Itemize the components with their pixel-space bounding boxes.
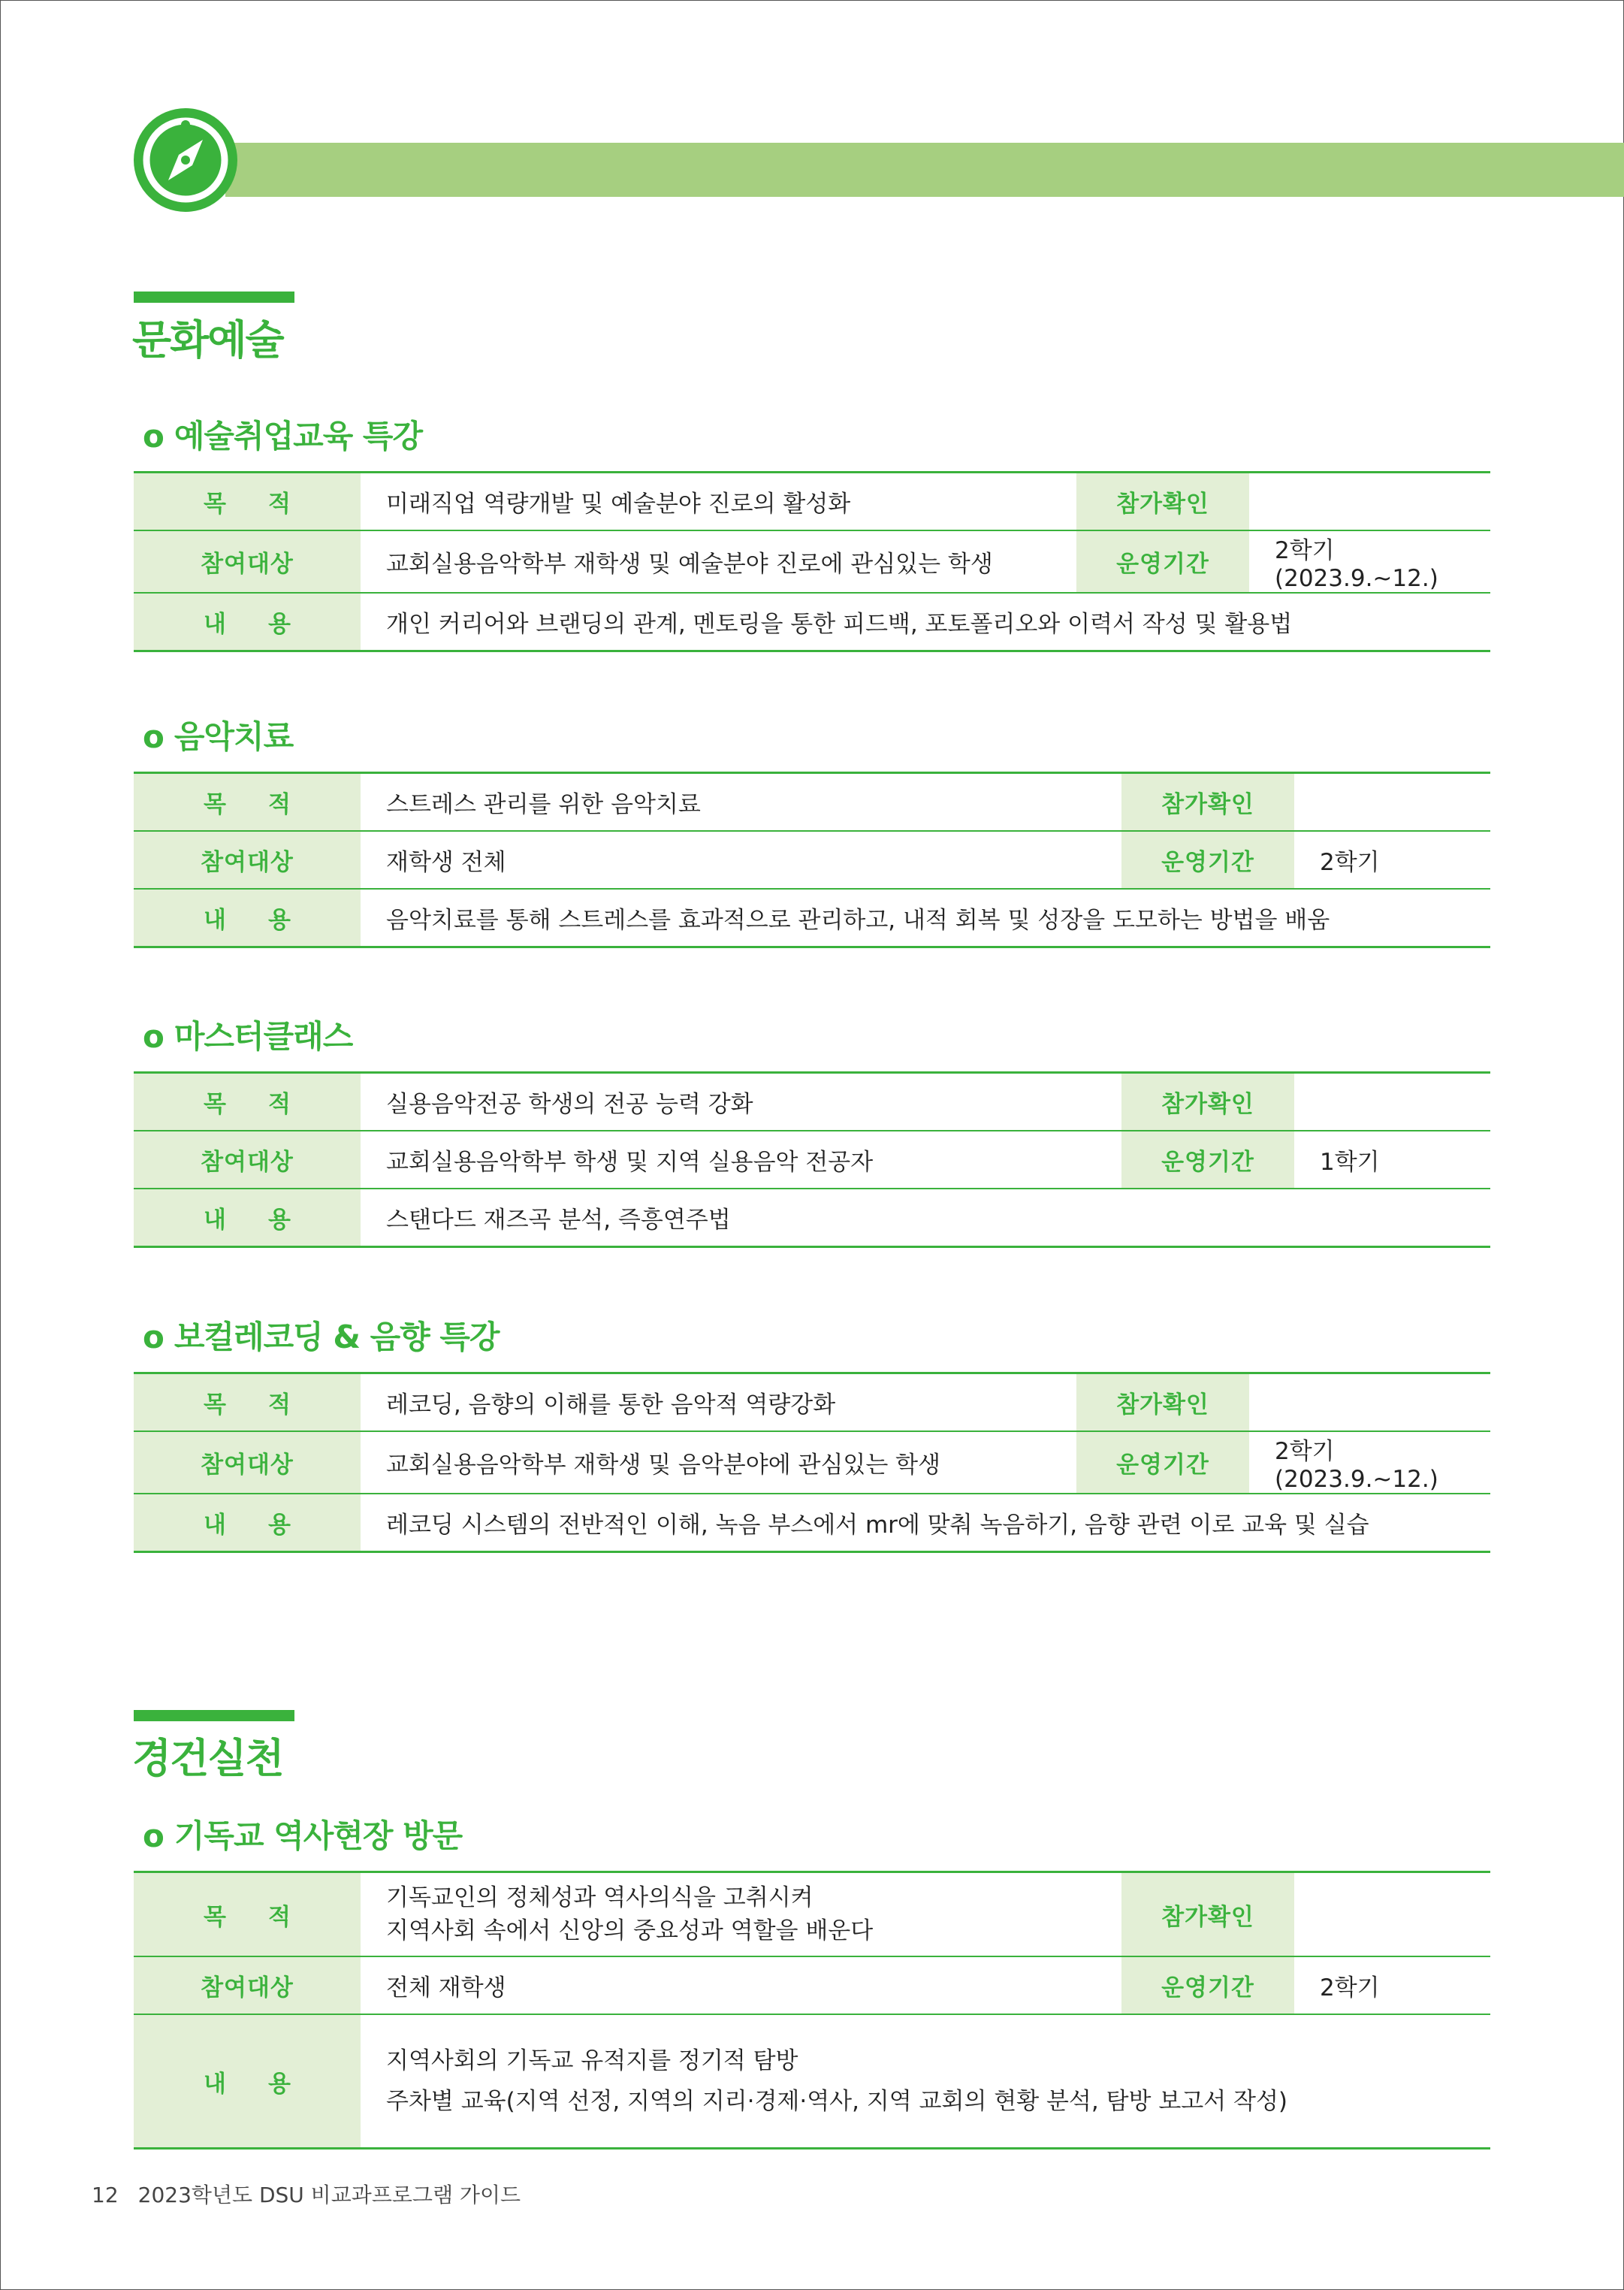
table-row <box>134 1494 1490 1552</box>
footer-text: 2023학년도 DSU 비교과프로그램 가이드 <box>137 2183 521 2207</box>
table-row <box>134 889 1490 947</box>
bullet: o <box>143 1018 164 1055</box>
label-period: 운영기간 <box>1121 1131 1294 1189</box>
content-value <box>361 2014 1490 2149</box>
label-target: 참여대상 <box>134 1131 361 1189</box>
content-value: 레코딩 시스템의 전반적인 이해, 녹음 부스에서 mr에 맞춰 녹음하기, 음향 관련 이로 교육 및 실습 <box>386 1512 1369 1539</box>
table-row <box>134 1189 1490 1247</box>
label-period: 운영기간 <box>1076 530 1249 593</box>
label-purpose: 목적 <box>134 1373 361 1432</box>
period-value: 2학기 <box>1294 1956 1490 2014</box>
label-period: 운영기간 <box>1121 1956 1294 2014</box>
label-content: 내용 <box>134 593 361 651</box>
program-name: 기독교 역사현장 방문 <box>174 1817 463 1854</box>
content-value: 음악치료를 통해 스트레스를 효과적으로 관리하고, 내적 회복 및 성장을 도모하는 방법을 배움 <box>386 907 1330 934</box>
label-participation-check: 참가확인 <box>1076 473 1249 531</box>
target-value: 재학생 전체 <box>361 831 1121 889</box>
participation-check-value <box>1249 473 1490 531</box>
label-participation-check: 참가확인 <box>1121 1872 1294 1957</box>
table-row <box>134 1431 1490 1494</box>
label-purpose: 목적 <box>134 1872 361 1957</box>
label-content: 내용 <box>134 2014 361 2149</box>
purpose-line: 지역사회 속에서 신앙의 중요성과 역할을 배운다 <box>386 1917 874 1944</box>
label-target: 참여대상 <box>134 1431 361 1494</box>
table-row <box>134 831 1490 889</box>
program-table <box>134 1372 1490 1553</box>
content-value: 스탠다드 재즈곡 분석, 즉흥연주법 <box>386 1207 731 1234</box>
content-value: 개인 커리어와 브랜딩의 관계, 멘토링을 통한 피드백, 포토폴리오와 이력서 작성 및 활용법 <box>386 611 1293 638</box>
bullet: o <box>143 1319 164 1355</box>
header-bar <box>225 143 1624 197</box>
program-title <box>143 412 422 457</box>
program-name: 음악치료 <box>174 718 294 755</box>
program-title <box>143 712 293 757</box>
table-row <box>134 593 1490 651</box>
section-title-bar <box>134 1710 294 1721</box>
bullet: o <box>143 418 164 455</box>
program-table <box>134 471 1490 652</box>
section-title: 문화예술 <box>132 316 283 364</box>
target-value: 교회실용음악학부 재학생 및 음악분야에 관심있는 학생 <box>361 1431 1076 1494</box>
period-value: 2학기 <box>1294 831 1490 889</box>
table-row <box>134 473 1490 531</box>
program-table <box>134 1871 1490 2150</box>
table-row <box>134 773 1490 832</box>
content-line: 지역사회의 기독교 유적지를 정기적 탐방 <box>386 2047 798 2074</box>
section-title-bar <box>134 292 294 303</box>
compass-icon <box>134 108 237 212</box>
program-table <box>134 772 1490 948</box>
bullet: o <box>143 1817 164 1854</box>
period-value: 2학기(2023.9.~12.) <box>1249 1431 1490 1494</box>
purpose-value: 스트레스 관리를 위한 음악치료 <box>361 773 1121 832</box>
section-title: 경건실천 <box>132 1735 283 1782</box>
page-number: 12 <box>92 2183 119 2207</box>
target-value: 교회실용음악학부 학생 및 지역 실용음악 전공자 <box>361 1131 1121 1189</box>
participation-check-value <box>1294 1073 1490 1131</box>
purpose-value: 레코딩, 음향의 이해를 통한 음악적 역량강화 <box>361 1373 1076 1432</box>
table-row <box>134 2014 1490 2149</box>
label-content: 내용 <box>134 1494 361 1552</box>
purpose-value <box>361 1872 1121 1957</box>
content-line: 주차별 교육(지역 선정, 지역의 지리·경제·역사, 지역 교회의 현황 분석, 탐방 보고서 작성) <box>386 2088 1288 2115</box>
purpose-value: 실용음악전공 학생의 전공 능력 강화 <box>361 1073 1121 1131</box>
program-name: 마스터클래스 <box>174 1018 353 1055</box>
participation-check-value <box>1294 1872 1490 1957</box>
target-value: 전체 재학생 <box>361 1956 1121 2014</box>
table-row <box>134 1872 1490 1957</box>
label-purpose: 목적 <box>134 773 361 832</box>
program-title <box>143 1313 500 1358</box>
program-title <box>143 1811 462 1856</box>
label-content: 내용 <box>134 889 361 947</box>
program-title <box>143 1012 352 1057</box>
period-value: 2학기(2023.9.~12.) <box>1249 530 1490 593</box>
label-target: 참여대상 <box>134 530 361 593</box>
table-row <box>134 1073 1490 1131</box>
label-period: 운영기간 <box>1076 1431 1249 1494</box>
program-name: 보컬레코딩 & 음향 특강 <box>174 1319 500 1355</box>
label-purpose: 목적 <box>134 473 361 531</box>
label-purpose: 목적 <box>134 1073 361 1131</box>
label-participation-check: 참가확인 <box>1121 1073 1294 1131</box>
table-row <box>134 530 1490 593</box>
bullet: o <box>143 718 164 755</box>
target-value: 교회실용음악학부 재학생 및 예술분야 진로에 관심있는 학생 <box>361 530 1076 593</box>
participation-check-value <box>1249 1373 1490 1432</box>
footer <box>92 2179 521 2209</box>
purpose-value: 미래직업 역량개발 및 예술분야 진로의 활성화 <box>361 473 1076 531</box>
label-participation-check: 참가확인 <box>1121 773 1294 832</box>
label-content: 내용 <box>134 1189 361 1247</box>
period-value: 1학기 <box>1294 1131 1490 1189</box>
table-row <box>134 1373 1490 1432</box>
program-name: 예술취업교육 특강 <box>174 418 423 455</box>
label-target: 참여대상 <box>134 831 361 889</box>
label-period: 운영기간 <box>1121 831 1294 889</box>
purpose-line: 기독교인의 정체성과 역사의식을 고취시켜 <box>386 1884 814 1911</box>
label-target: 참여대상 <box>134 1956 361 2014</box>
table-row <box>134 1131 1490 1189</box>
program-table <box>134 1071 1490 1248</box>
participation-check-value <box>1294 773 1490 832</box>
table-row <box>134 1956 1490 2014</box>
label-participation-check: 참가확인 <box>1076 1373 1249 1432</box>
